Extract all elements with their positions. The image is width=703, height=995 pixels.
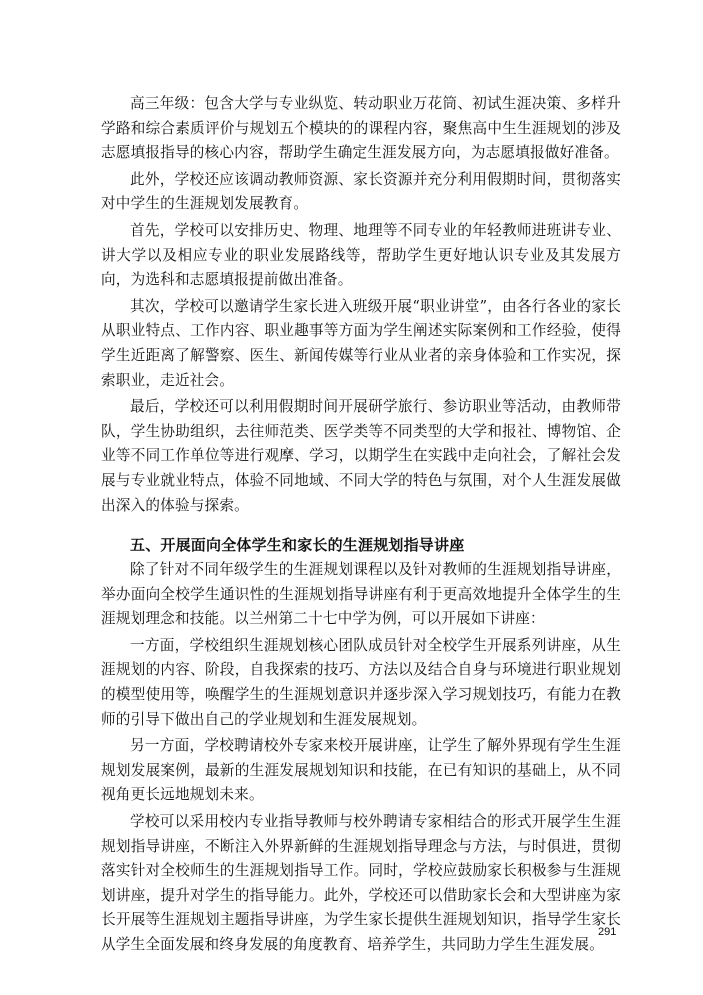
paragraph-first: 首先，学校可以安排历史、物理、地理等不同专业的年轻教师进班讲专业、讲大学以及相应专业的职业发展路线等，帮助学生更好地认识专业及其发展方向，为选科和志愿填报提前做出准备。 (101, 221, 621, 289)
paragraph-second: 其次，学校可以邀请学生家长进入班级开展“职业讲堂”，由各行各业的家长从职业特点、工作内容、职业趣事等方面为学生阐述实际案例和工作经验，使得学生近距离了解警察、医生、新闻传媒等行业从业者的亲身体验和工作实况，探索职业，走近社会。 (101, 297, 621, 389)
paragraph-on-one-hand: 一方面，学校组织生涯规划核心团队成员针对全校学生开展系列讲座，从生涯规划的内容、阶段，自我探索的技巧、方法以及结合自身与环境进行职业规划的模型使用等，唤醒学生的生涯规划意识并逐步深入学习规划技巧，有能力在教师的引导下做出自己的学业规划和生涯发展规划。 (101, 636, 621, 728)
paragraph-grade-three: 高三年级：包含大学与专业纵览、转动职业万花筒、初试生涯决策、多样升学路和综合素质评价与规划五个模块的的课程内容，聚焦高中生生涯规划的涉及志愿填报指导的核心内容，帮助学生确定生涯发展方向，为志愿填报做好准备。 (101, 95, 621, 162)
paragraph-finally: 最后，学校还可以利用假期时间开展研学旅行、参访职业等活动，由教师带队，学生协助组织，去往师范类、医学类等不同类型的大学和报社、博物馆、企业等不同工作单位等进行观摩、学习，以期学生在实践中走向社会，了解社会发展与专业就业特点，体验不同地域、不同大学的特色与氛围，对个人生涯发展做出深入的体验与探索。 (101, 398, 621, 514)
page-number: 291 (598, 926, 617, 938)
paragraph-summary: 学校可以采用校内专业指导教师与校外聘请专家相结合的形式开展学生生涯规划指导讲座，不断注入外界新鲜的生涯规划指导理念与方法，与时俱进，贯彻落实针对全校师生的生涯规划指导工作。同时，学校应鼓励家长积极参与生涯规划讲座，提升对学生的指导能力。此外，学校还可以借助家长会和大型讲座为家长开展等生涯规划主题指导讲座，为学生家长提供生涯规划知识，指导学生家长从学生全面发展和终身发展的角度教育、培养学生，共同助力学生生涯发展。 (101, 813, 621, 953)
paragraph-on-other-hand: 另一方面，学校聘请校外专家来校开展讲座，让学生了解外界现有学生生涯规划发展案例，最新的生涯发展规划知识和技能，在已有知识的基础上，从不同视角更长远地规划未来。 (101, 737, 621, 804)
paragraph-lectures-intro: 除了针对不同年级学生的生涯规划课程以及针对教师的生涯规划指导讲座，举办面向全校学生通识性的生涯规划指导讲座有利于更高效地提升全体学生的生涯规划理念和技能。以兰州第二十七中学为例，可以开展如下讲座： (101, 561, 621, 628)
page-content (101, 92, 621, 960)
section-heading: 五、开展面向全体学生和家长的生涯规划指导讲座 (130, 536, 465, 555)
paragraph-resources: 此外，学校还应该调动教师资源、家长资源并充分利用假期时间，贯彻落实对中学生的生涯规划发展教育。 (101, 170, 621, 213)
